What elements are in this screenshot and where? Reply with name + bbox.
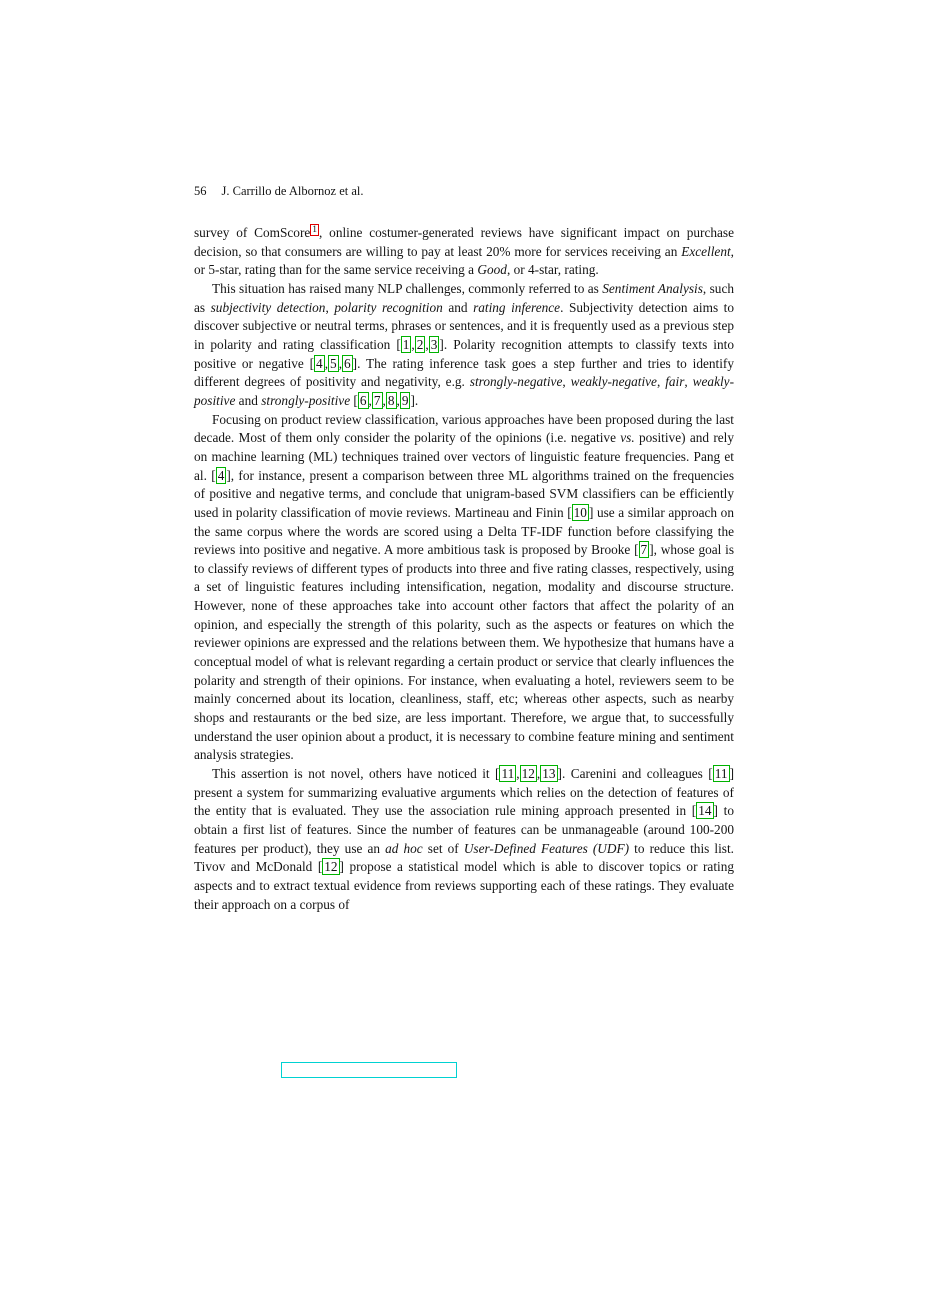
citation-link[interactable]: 13 [542, 766, 556, 782]
running-title: J. Carrillo de Albornoz et al. [221, 184, 364, 198]
page-header [194, 184, 734, 199]
citation-link[interactable]: 7 [640, 542, 648, 558]
citation-link[interactable]: 11 [714, 766, 728, 782]
paragraph: This assertion is not novel, others have noticed it [ 11 , 12 , 13 ]. Carenini and colleagues [ 11 ] present a system for summarizing evaluative arguments which relies on the detection of features of the entity that is evaluated. They use the association rule mining approach presented in [ 14 ] to obtain a first list of features. Since the number of features can be unmanageable (around 100-200 features per product), they use an ad hoc set of User-Defined Features (UDF) to reduce this list. Tivov and McDonald [ 12 ] propose a statistical model which is able to discover topics or rating aspects and to extract textual evidence from reviews supporting each of these ratings. They evaluate their approach on a corpus of [194, 766, 734, 912]
citation-link[interactable]: 1 [402, 336, 410, 352]
emphasized-text: polarity recognition [334, 299, 443, 315]
citation-link[interactable]: 12 [324, 859, 338, 875]
emphasized-text: fair [665, 374, 685, 390]
emphasized-text: Excellent [681, 243, 731, 259]
emphasized-text: subjectivity detection [210, 299, 326, 315]
citation-link[interactable]: 8 [387, 392, 395, 408]
article-body [194, 224, 734, 914]
page-number: 56 [194, 184, 207, 198]
citation-link[interactable]: 2 [416, 336, 424, 352]
citation-link[interactable]: 12 [521, 766, 535, 782]
emphasized-text: strongly-negative [469, 374, 563, 390]
footnote-url-link-box[interactable] [281, 1062, 457, 1078]
citation-link[interactable]: 7 [373, 392, 381, 408]
emphasized-text: strongly-positive [261, 392, 351, 408]
paragraph: Focusing on product review classification, various approaches have been proposed during the last decade. Most of them only consider the polarity of the opinions (i.e. negative vs. positive) and rely on machine learning (ML) techniques trained over vectors of linguistic feature frequencies. Pang et al. [ 4 ], for instance, present a comparison between three ML algorithms trained on the frequencies of positive and negative terms, and conclude that unigram-based SVM classifiers can be efficiently used in polarity classification of movie reviews. Martineau and Finin [ 10 ] use a similar approach on the same corpus where the words are scored using a Delta TF-IDF function before classifying the reviews into positive and negative. A more ambitious task is proposed by Brooke [ 7 ], whose goal is to classify reviews of different types of products into three and five rating classes, respectively, using a set of linguistic features including intensification, negation, modality and discourse structure. However, none of these approaches take into account other factors that affect the polarity of an opinion, and especially the strength of this polarity, such as the aspects or features on which the reviewer opinions are expressed and the relations between them. We hypothesize that humans have a conceptual model of what is relevant regarding a certain product or service that clearly influences the polarity and strength of their opinions. For instance, when evaluating a hotel, reviewers seem to be mainly concerned about its location, cleanliness, staff, etc; whereas other aspects, such as nearby shops and restaurants or the bed size, are less important. Therefore, we argue that, to successfully understand the user opinion about a product, it is necessary to combine feature mining and sentiment analysis strategies. [194, 411, 734, 763]
citation-link[interactable]: 3 [430, 336, 438, 352]
citation-link[interactable]: 6 [344, 355, 351, 371]
footnote-marker-link[interactable]: 1 [312, 224, 318, 235]
footnote-marker [310, 224, 319, 236]
emphasized-text: User-Defined Features (UDF) [463, 840, 630, 856]
emphasized-text: ad hoc [385, 840, 423, 856]
emphasized-text: vs. [620, 430, 635, 446]
paragraph: survey of ComScore $^1$ , online costumer-generated reviews have significant impact on purchase decision, so that consumers are willing to pay at least 20% more for services receiving an Excellent, or 5-star, rating than for the same service receiving a Good, or 4-star, rating. [194, 224, 735, 278]
citation-link[interactable]: 10 [573, 504, 587, 520]
paragraph: This situation has raised many NLP challenges, commonly referred to as Sentiment Analysis, such as subjectivity detection, polarity recognition and rating inference. Subjectivity detection aims to discover subjective or neutral terms, phrases or sentences, and it is frequently used as a previous step in polarity and rating classification [ 1 , 2 , 3 ]. Polarity recognition attempts to classify texts into positive or negative [ 4 , 5 , 6 ]. The rating inference task goes a step further and tries to identify different degrees of positivity and negativity, e.g. strongly-negative, weakly-negative, fair, weakly-positive and strongly-positive [ 6 , 7 , 8 , 9 ]. [194, 280, 735, 408]
emphasized-text: Sentiment Analysis [602, 280, 703, 296]
emphasized-text: weakly-negative [570, 374, 657, 390]
emphasized-text: rating inference [473, 299, 561, 315]
citation-link[interactable]: 14 [698, 803, 712, 819]
citation-link[interactable]: 4 [217, 467, 225, 483]
citation-link[interactable]: 6 [359, 392, 367, 408]
citation-link[interactable]: 11 [501, 766, 515, 782]
citation-link[interactable]: 4 [316, 355, 323, 371]
citation-link[interactable]: 5 [330, 355, 337, 371]
emphasized-text: weakly-positive [194, 374, 735, 408]
emphasized-text: Good [477, 262, 507, 278]
citation-link[interactable]: 9 [401, 392, 409, 408]
